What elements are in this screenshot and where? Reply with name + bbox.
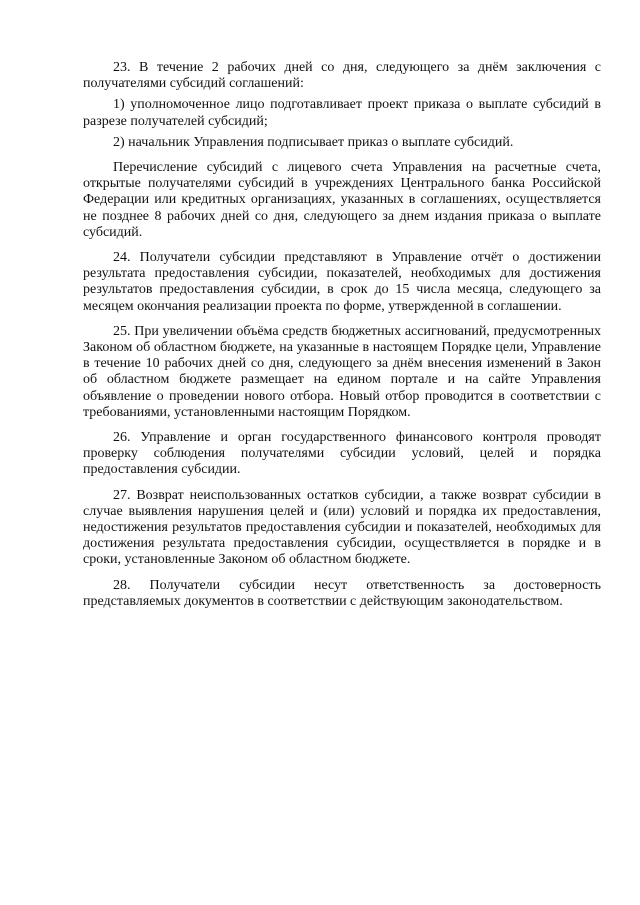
document-page [83, 60, 601, 619]
paragraph-27: 27. Возврат неиспользованных остатков субсидии, а также возврат субсидии в случае выявления нарушения целей и (или) условий и порядка их предоставления, недостижения результатов предоставления субсидии и показателей, необходимых для достижения результата предоставления субсидии, осуществляется в порядке и в сроки, установленные Законом об областном бюджете. [83, 487, 601, 568]
paragraph-transfer: Перечисление субсидий с лицевого счета Управления на расчетные счета, открытые получателями субсидий в учреждениях Центрального банка Российской Федерации или кредитных организациях, указанных в соглашениях, осуществляется не позднее 8 рабочих дней со дня, следующего за днем издания приказа о выплате субсидий. [83, 160, 601, 240]
paragraph-26: 26. Управление и орган государственного финансового контроля проводят проверку соблюдения получателями субсидии условий, целей и порядка предоставления субсидии. [83, 430, 601, 478]
paragraph-23-item-1: 1) уполномоченное лицо подготавливает проект приказа о выплате субсидий в разрезе получателей субсидий; [83, 97, 601, 129]
paragraph-25: 25. При увеличении объёма средств бюджетных ассигнований, предусмотренных Законом об областном бюджете, на указанные в настоящем Порядке цели, Управление в течение 10 рабочих дней со дня, следующего за днём внесения изменений в Закон об областном бюджете размещает на едином портале и на сайте Управления объявление о проведении нового отбора. Новый отбор проводится в соответствии с требованиями, установленными настоящим Порядком. [83, 323, 601, 420]
paragraph-23: 23. В течение 2 рабочих дней со дня, следующего за днём заключения с получателями субсидий соглашений: [83, 60, 601, 92]
paragraph-28: 28. Получатели субсидии несут ответственность за достоверность представляемых документов в соответствии с действующим законодательством. [83, 577, 601, 609]
paragraph-23-item-2: 2) начальник Управления подписывает приказ о выплате субсидий. [113, 134, 514, 150]
paragraph-24: 24. Получатели субсидии представляют в Управление отчёт о достижении результата предоставления субсидии, показателей, необходимых для достижения результатов предоставления субсидии, в срок до 15 числа месяца, следующего за месяцем окончания реализации проекта по форме, утвержденной в соглашении. [83, 250, 601, 314]
